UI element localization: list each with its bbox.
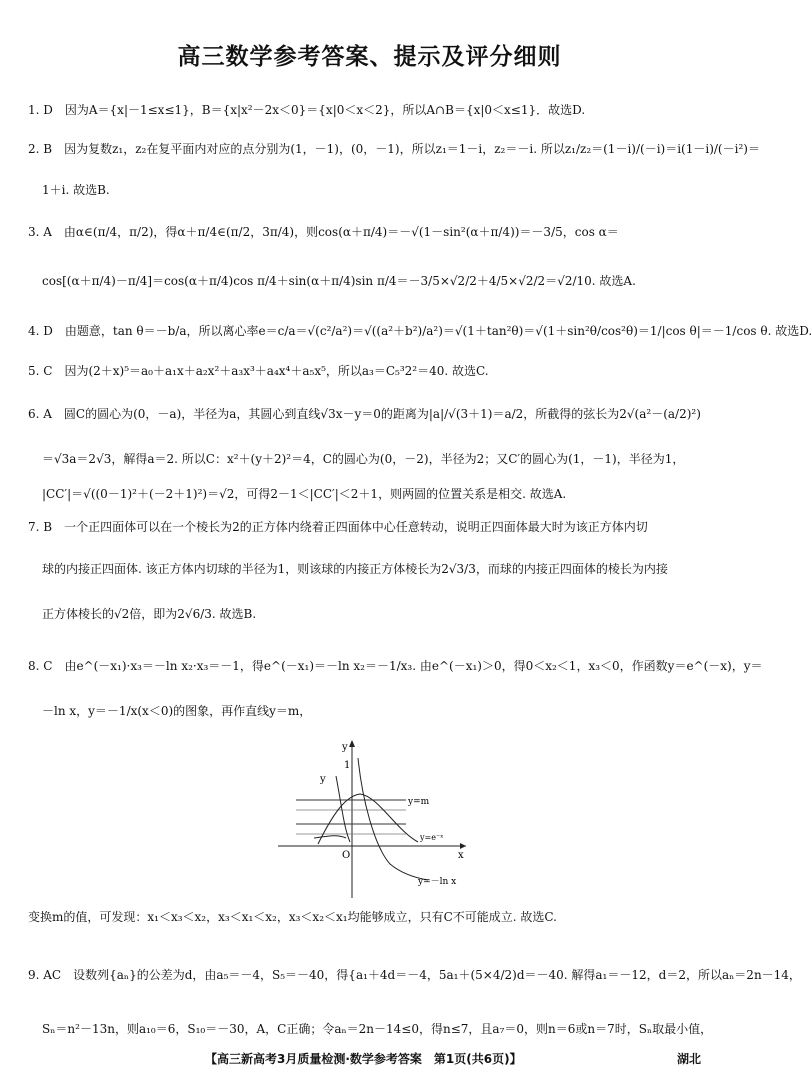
answer-line-7: 7. B 一个正四面体可以在一个棱长为2的正方体内绕着正四面体中心任意转动，说明正四面体最大时为该正方体内切 bbox=[28, 520, 648, 534]
answer-line-8-cont: －ln x，y＝－1/x(x＜0)的图象，再作直线y＝m， bbox=[42, 704, 312, 718]
answer-line-2: 2. B 因为复数z₁，z₂在复平面内对应的点分别为(1，－1)，(0，－1)，所以z₁＝1－i，z₂＝－i. 所以z₁/z₂＝(1－i)/(－i)＝i(1－i)/(－i²)＝ bbox=[28, 142, 760, 156]
y-axis-arrow bbox=[349, 740, 355, 747]
answer-line-8: 8. C 由e^(－x₁)·x₃＝－ln x₂·x₃＝－1，得e^(－x₁)＝－ln x₂＝－1/x₃. 由e^(－x₁)＞0，得0＜x₂＜1，x₃＜0，作函数y＝e^(－x)，y＝ bbox=[28, 659, 763, 673]
function-graph bbox=[278, 738, 468, 903]
axis-y-label: y bbox=[342, 742, 348, 753]
curve-neg-reciprocal bbox=[314, 776, 350, 842]
exp-curve-label: y=e⁻ˣ bbox=[420, 833, 444, 842]
answer-line-3: 3. A 由α∈(π/4，π/2)，得α＋π/4∈(π/2，3π/4)，则cos(α＋π/4)＝－√(1－sin²(α＋π/4))＝－3/5，cos α＝ bbox=[28, 225, 619, 239]
curve-exp bbox=[318, 794, 418, 844]
answer-line-1: 1. D 因为A＝{x|－1≤x≤1}，B＝{x|x²－2x＜0}＝{x|0＜x＜2}，所以A∩B＝{x|0＜x≤1}．故选D. bbox=[28, 103, 586, 117]
curve-neg-ln bbox=[358, 758, 428, 880]
curve-left-label: y bbox=[320, 774, 326, 785]
answer-line-8-conclusion: 变换m的值，可发现：x₁＜x₃＜x₂，x₃＜x₁＜x₂，x₃＜x₂＜x₁均能够成立，只有C不可能成立. 故选C. bbox=[28, 910, 557, 924]
answer-line-7-cont: 球的内接正四面体. 该正方体内切球的半径为1，则该球的内接正方体棱长为2√3/3，而球的内接正四面体的棱长为内接 bbox=[42, 562, 668, 576]
origin-label: O bbox=[342, 850, 351, 861]
answer-line-4: 4. D 由题意，tan θ＝－b/a，所以离心率e＝c/a＝√(c²/a²)＝√((a²＋b²)/a²)＝√(1＋tan²θ)＝√(1＋sin²θ/cos²θ)＝1/|cos θ|＝－1/cos θ. 故选D. bbox=[28, 324, 812, 338]
ln-curve-label: y=－ln x bbox=[418, 877, 457, 887]
answer-line-5: 5. C 因为(2＋x)⁵＝a₀＋a₁x＋a₂x²＋a₃x³＋a₄x⁴＋a₅x⁵，所以a₃＝C₅³2²＝40. 故选C. bbox=[28, 364, 489, 378]
answer-line-7-cont2: 正方体棱长的√2倍，即为2√6/3. 故选B. bbox=[42, 607, 257, 621]
footer-text: 【高三新高考3月质量检测·数学参考答案 第1页(共6页)】 bbox=[205, 1052, 522, 1066]
page-title: 高三数学参考答案、提示及评分细则 bbox=[177, 44, 562, 70]
answer-line-2-cont: 1＋i. 故选B. bbox=[42, 183, 110, 197]
answer-line-9: 9. AC 设数列{aₙ}的公差为d，由a₅＝－4，S₅＝－40，得{a₁＋4d＝－4，5a₁＋(5×4/2)d＝－40. 解得a₁＝－12，d＝2，所以aₙ＝2n－14， bbox=[28, 968, 801, 982]
answer-line-6-cont2: |CC′|＝√((0－1)²＋(－2＋1)²)＝√2，可得2－1＜|CC′|＜2＋1，则两圆的位置关系是相交. 故选A. bbox=[42, 487, 567, 501]
answer-line-3-cont: cos[(α＋π/4)－π/4]＝cos(α＋π/4)cos π/4＋sin(α＋π/4)sin π/4＝－3/5×√2/2＋4/5×√2/2＝√2/10. 故选A. bbox=[42, 274, 636, 288]
axis-x-label: x bbox=[458, 850, 464, 861]
footer-region: 湖北 bbox=[677, 1052, 702, 1066]
tick-one-label: 1 bbox=[344, 760, 351, 771]
answer-line-6: 6. A 圆C的圆心为(0，－a)，半径为a，其圆心到直线√3x－y＝0的距离为|a|/√(3＋1)＝a/2，所截得的弦长为2√(a²－(a/2)²) bbox=[28, 407, 701, 421]
answer-line-6-cont: ＝√3a＝2√3，解得a＝2. 所以C：x²＋(y＋2)²＝4，C的圆心为(0，－2)，半径为2；又C′的圆心为(1，－1)，半径为1， bbox=[42, 452, 685, 466]
line-m-label: y=m bbox=[408, 797, 430, 807]
answer-line-9-cont: Sₙ＝n²－13n，则a₁₀＝6，S₁₀＝－30，A，C正确；令aₙ＝2n－14≤0，得n≤7，且a₇＝0，则n＝6或n＝7时，Sₙ取最小值， bbox=[42, 1022, 713, 1036]
x-axis-arrow bbox=[460, 843, 466, 849]
